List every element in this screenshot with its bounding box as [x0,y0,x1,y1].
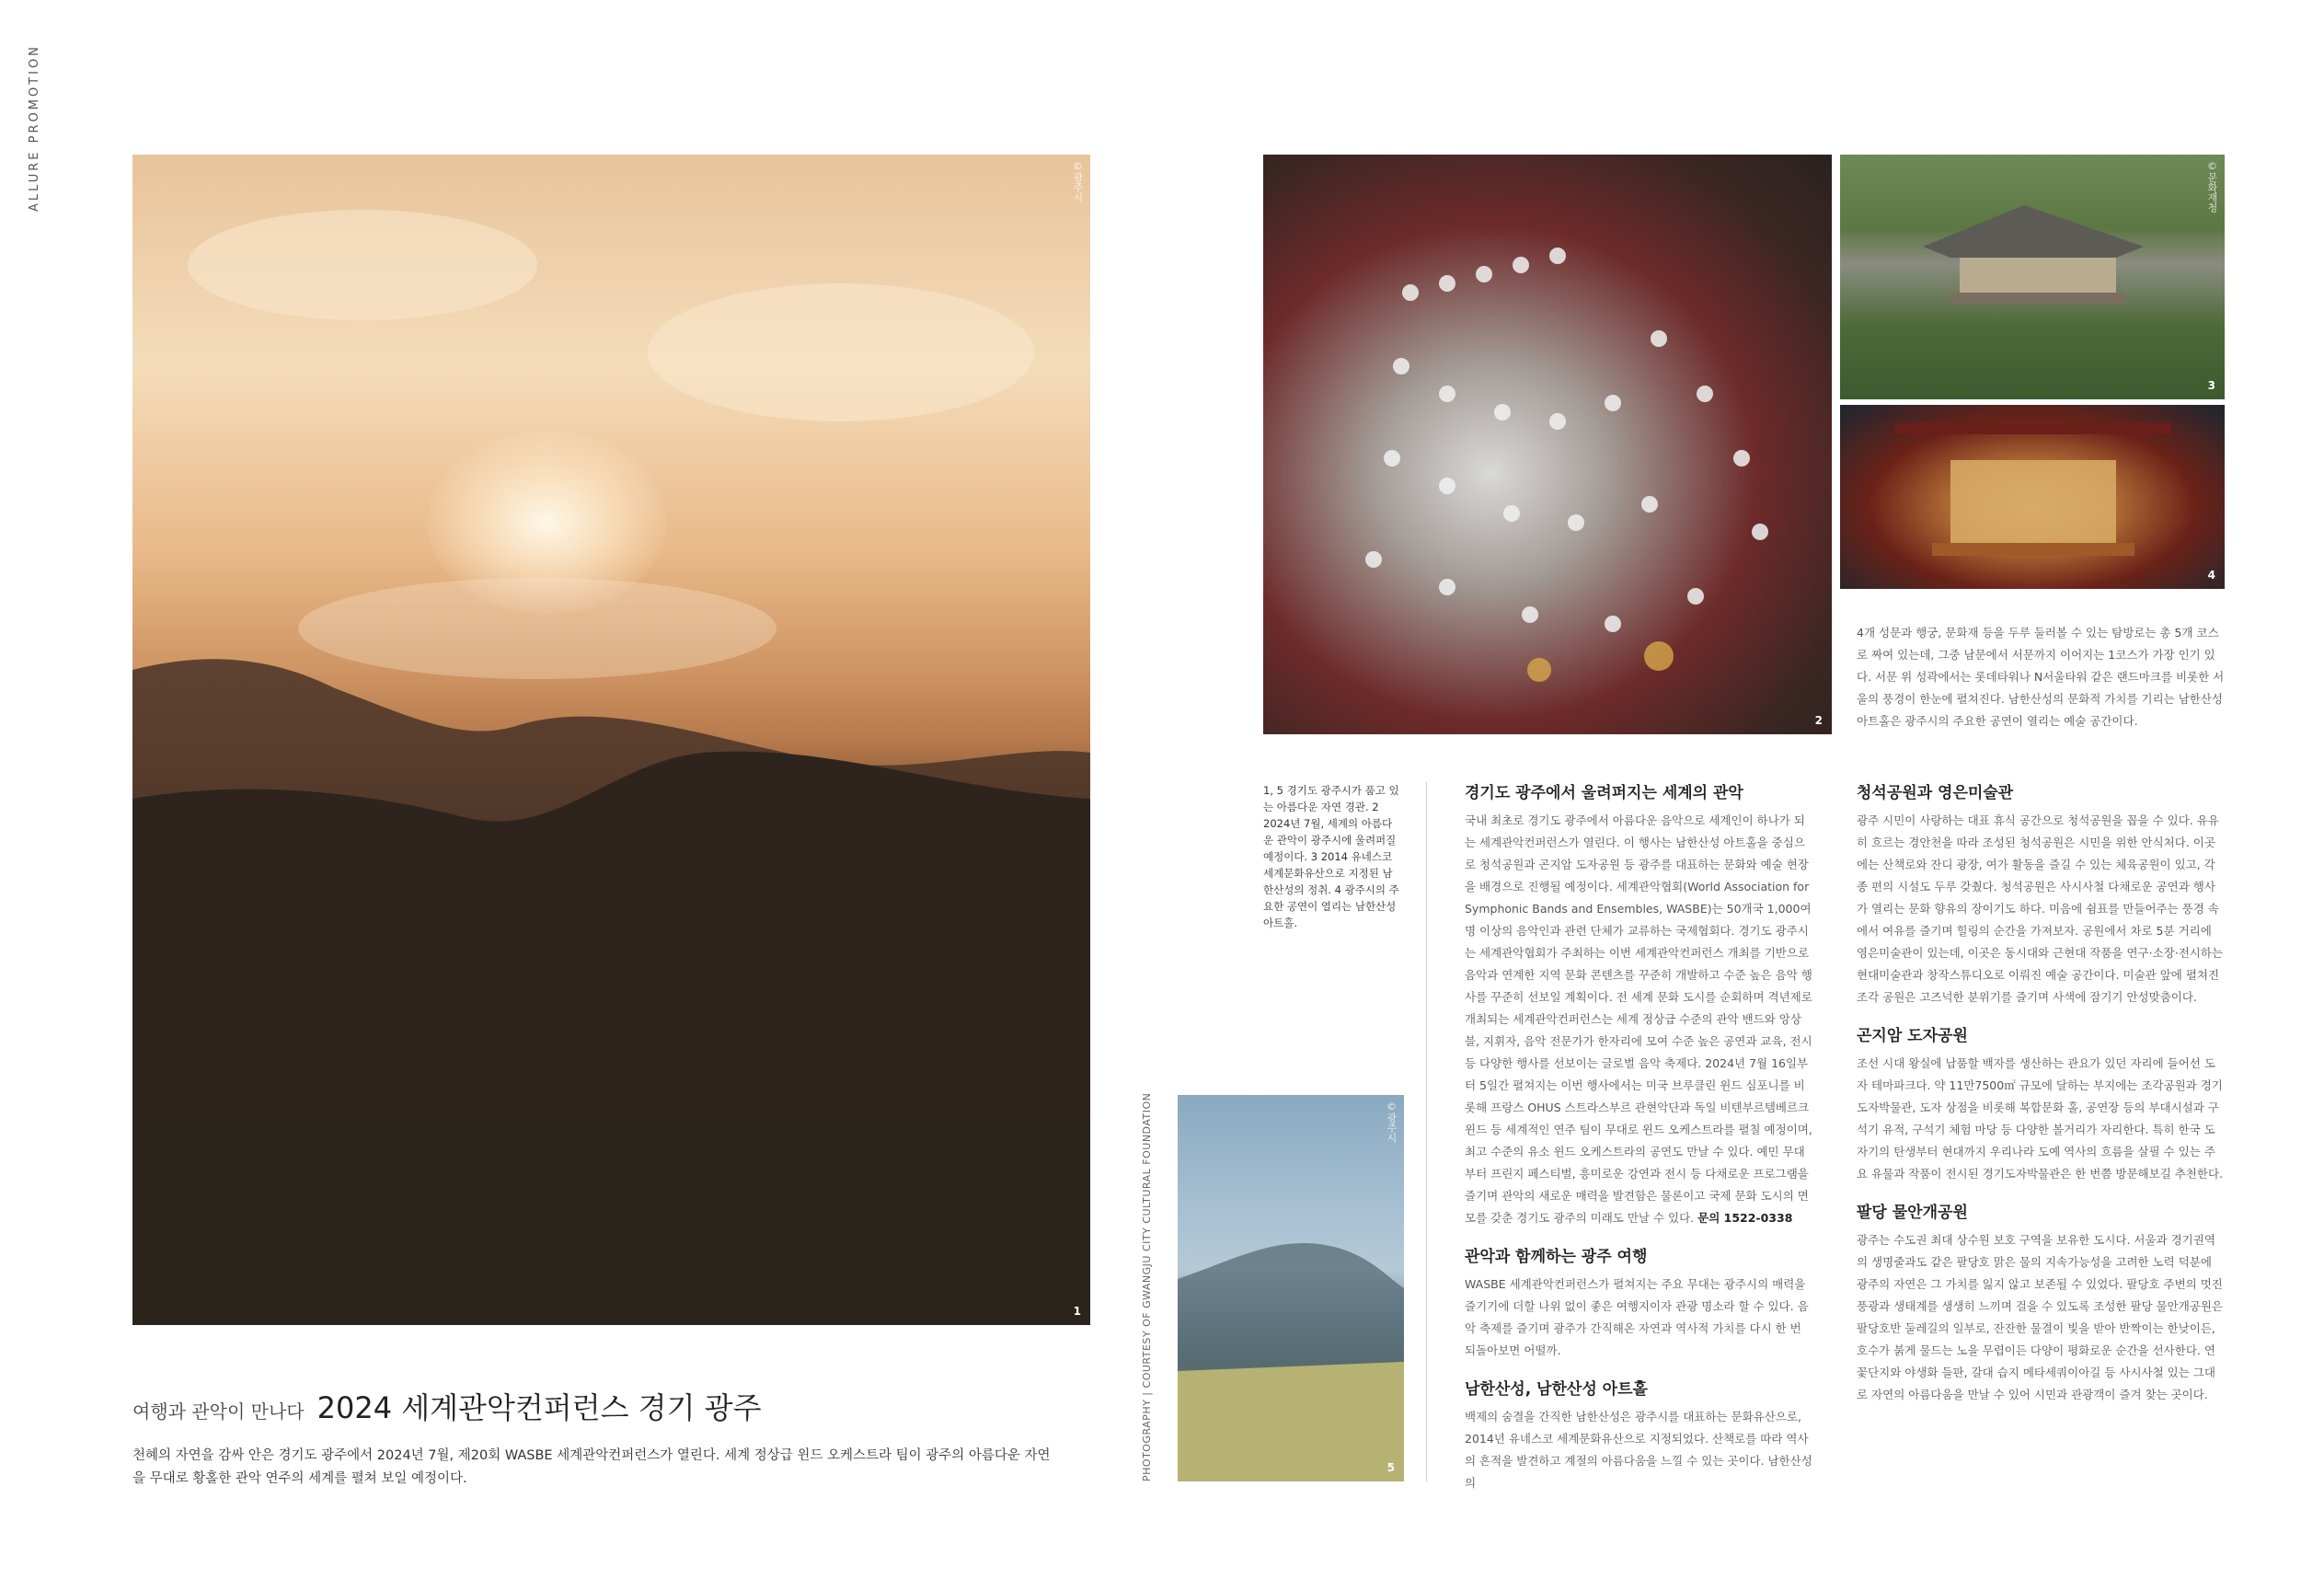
photo-credit: ©광주시 [1072,160,1084,202]
section-body: 백제의 숨결을 간직한 남한산성은 광주시를 대표하는 문화유산으로, 2014년 유네스코 세계문화유산으로 지정되었다. 산책로를 따라 역사의 흔적을 발견하고 계절의 아름다움을 느낄 수 있는 곳이다. 남한산성의 [1465,1410,1812,1490]
article-section [1857,1202,2225,1406]
paragraph: 4개 성문과 행궁, 문화재 등을 두루 둘러볼 수 있는 탐방로는 총 5개 코스로 짜여 있는데, 그중 남문에서 서문까지 이어지는 1코스가 가장 인기 있다. 서문 위 성곽에서는 롯데타워나 N서울타워 같은 랜드마크를 비롯한 서울의 풍경이 한눈에 펼쳐진다. 남한산성의 문화적 가치를 기리는 남한산성 아트홀은 광주시의 주요한 공연이 열리는 예술 공간이다. [1857,626,2225,728]
section-heading: 팔당 물안개공원 [1857,1204,1968,1222]
intro-paragraph: 천혜의 자연을 감싸 안은 경기도 광주에서 2024년 7월, 제20회 WASBE 세계관악컨퍼런스가 열린다. 세계 정상급 윈드 오케스트라 팀이 광주의 아름다운 자연을 무대로 황홀한 관악 연주의 세계를 펼쳐 보일 예정이다. [132,1448,1051,1486]
photo-credit: ©문화재청 [2206,160,2218,213]
section-heading: 관악과 함께하는 광주 여행 [1465,1248,1648,1266]
stage [1840,405,2225,589]
photo-number: 2 [1814,714,1823,727]
section-heading: 곤지암 도자공원 [1857,1027,1968,1045]
photo-number: 1 [1073,1305,1081,1318]
right-intro-paragraph [1857,622,2225,732]
article-section [1465,782,1812,1229]
photo-credit: ©광주시 [1386,1101,1398,1143]
page-title: 2024 세계관악컨퍼런스 경기 광주 [316,1390,762,1425]
mountain-mist [1178,1095,1404,1481]
article-section [1465,1378,1812,1494]
section-body: 조선 시대 왕실에 납품할 백자를 생산하는 관요가 있던 자리에 들어선 도자 테마파크다. 약 11만7500㎡ 규모에 달하는 부지에는 조각공원과 경기도자박물관, 도자 상점을 비롯해 복합문화 홀, 공연장 등의 부대시설과 구석기 유적, 구석기 체험 마당 등 다양한 볼거리가 자리한다. 특히 한국 도자기의 탄생부터 현대까지 우리나라 도예 역사의 흐름을 살필 수 있는 주요 유물과 작품이 전시된 경기도자박물관은 한 번쯤 방문해보길 추천한다. [1857,1056,2224,1181]
article-column-middle [1465,782,1812,1511]
title-row [132,1385,1145,1431]
section-body: WASBE 세계관악컨퍼런스가 펼쳐지는 주요 무대는 광주시의 매력을 즐기기에 더할 나위 없이 좋은 여행지이자 관광 명소라 할 수 있다. 음악 축제를 즐기며 광주가 간직해온 자연과 역사적 가치를 다시 한 번 되돌아보면 어떨까. [1465,1277,1809,1357]
kicker: 여행과 관악이 만나다 [132,1400,305,1423]
section-body: 광주 시민이 사랑하는 대표 휴식 공간으로 청석공원을 꼽을 수 있다. 유유히 흐르는 경안천을 따라 조성된 청석공원은 시민을 위한 안식처다. 이곳에는 산책로와 잔디 광장, 여가 활동을 즐길 수 있는 체육공원이 있고, 각종 편의 시설도 두루 갖췄다. 청석공원은 사시사철 다채로운 공연과 행사가 열리는 문화 향유의 장이기도 하다. 미음에 쉼표를 만들어주는 풍경 속에서 여유를 즐기며 힐링의 순간을 가져보자. 공원에서 차로 5분 거리에 영은미술관이 있는데, 이곳은 동시대와 근현대 작품을 연구·소장·전시하는 현대미술관과 창작스튜디오로 이뤄진 예술 공간이다. 미술관 앞에 펼쳐진 조각 공원은 고즈넉한 분위기를 즐기며 사색에 잠기기 안성맞춤이다. [1857,813,2224,1004]
pavilion-roof [1840,155,2225,399]
mountain-silhouette [132,155,1090,1325]
photography-credit: PHOTOGRAPHY | COURTESY OF GWANGJU CITY CULTURAL FOUNDATION [1141,1092,1153,1481]
article-section [1857,782,2225,1008]
section-body: 광주는 수도권 최대 상수원 보호 구역을 보유한 도시다. 서울과 경기권역의 생명줄과도 같은 팔당호 맑은 물의 지속가능성을 고려한 노력 덕분에 광주의 자연은 그 가치를 잃지 않고 보존될 수 있었다. 팔당호 주변의 멋진 풍광과 생태계를 생생히 느끼며 걸을 수 있도록 조성한 팔당 물안개공원은 팔당호반 둘레길의 일부로, 잔잔한 물결이 빛을 받아 반짝이는 한낮이든, 호수가 붉게 물드는 노을 무렵이든 다양이 평화로운 순간을 선사한다. 연꽃단지와 야생화 들판, 갈대 습지 메타세쿼이아길 등 사시사철 있는 그대로 자연의 아름다움을 만날 수 있어 시민과 관광객이 즐겨 찾는 곳이다. [1857,1233,2224,1401]
article-section [1857,1025,2225,1185]
article-column-right [1857,782,2225,1423]
section-heading: 청석공원과 영은미술관 [1857,784,2014,802]
wind-orchestra-concert-photo [1263,155,1832,734]
photo-number: 5 [1386,1461,1395,1474]
namhansanseong-pavilion-photo [1840,155,2225,399]
section-heading: 남한산성, 남한산성 아트홀 [1465,1380,1648,1399]
photo-number: 3 [2207,379,2215,392]
article-section [1465,1246,1812,1362]
photo-number: 4 [2207,569,2215,582]
section-heading: 경기도 광주에서 울려퍼지는 세계의 관악 [1465,784,1743,802]
misty-mountain-photo [1178,1095,1404,1481]
orchestra-players [1263,155,1832,734]
section-label: ALLURE PROMOTION [28,44,41,212]
section-body: 국내 최초로 경기도 광주에서 아름다운 음악으로 세계인이 하나가 되는 세계관악컨퍼런스가 열린다. 이 행사는 남한산성 아트홀을 중심으로 청석공원과 곤지암 도자공원 등 광주를 대표하는 문화와 예술 현장을 배경으로 진행될 예정이다. 세계관악협회(World Association for Symphonic Bands and Ensembles, WASBE)는 50개국 1,000여 명 이상의 음악인과 관련 단체가 교류하는 국제협회다. 경기도 광주시는 세계관악협회가 주최하는 이번 세계관악컨퍼런스 개최를 기반으로 음악과 연계한 지역 문화 콘텐츠를 꾸준히 개발하고 수준 높은 음악 행사를 꾸준히 선보일 계획이다. 전 세계 문화 도시를 순회하며 격년제로 개최되는 세계관악컨퍼런스는 세계 정상급 수준의 관악 밴드와 앙상블, 지휘자, 음악 전문가가 한자리에 모여 수준 높은 공연과 교육, 전시 등 다양한 행사를 선보이는 글로벌 음악 축제다. 2024년 7월 16일부터 5일간 펼쳐지는 이번 행사에서는 미국 브루클린 윈드 심포니를 비롯해 프랑스 OHUS 스트라스부르 관현악단과 독일 비텐부르템베르크 윈드 등 세계적인 연주 팀이 무대로 윈드 오케스트라를 펼칠 예정이며, 최고 수준의 유소 윈드 오케스트라의 공연도 만날 수 있다. 예민 무대부터 프린지 페스티벌, 흥미로운 강연과 전시 등 다채로운 프로그램을 즐기며 관악의 새로운 매력을 발견함은 물론이고 국제 문화 도시의 면모를 갖춘 경기도 광주의 미래도 만날 수 있다. 문의 1522-0338 [1465,813,1812,1225]
hero-sunset-mountain-photo [132,155,1090,1325]
column-divider [1426,782,1427,1481]
photo-captions: 1, 5 경기도 광주시가 품고 있는 아름다운 자연 경관. 2 2024년 7월, 세계의 아름다운 관악이 광주시에 울려퍼질 예정이다. 3 2014 유네스코 세계문화유산으로 지정된 남한산성의 정취. 4 광주시의 주요한 공연이 열리는 남한산성 아트홀. [1263,784,1399,929]
contact-info: 문의 1522-0338 [1697,1211,1793,1225]
art-hall-stage-photo [1840,405,2225,589]
